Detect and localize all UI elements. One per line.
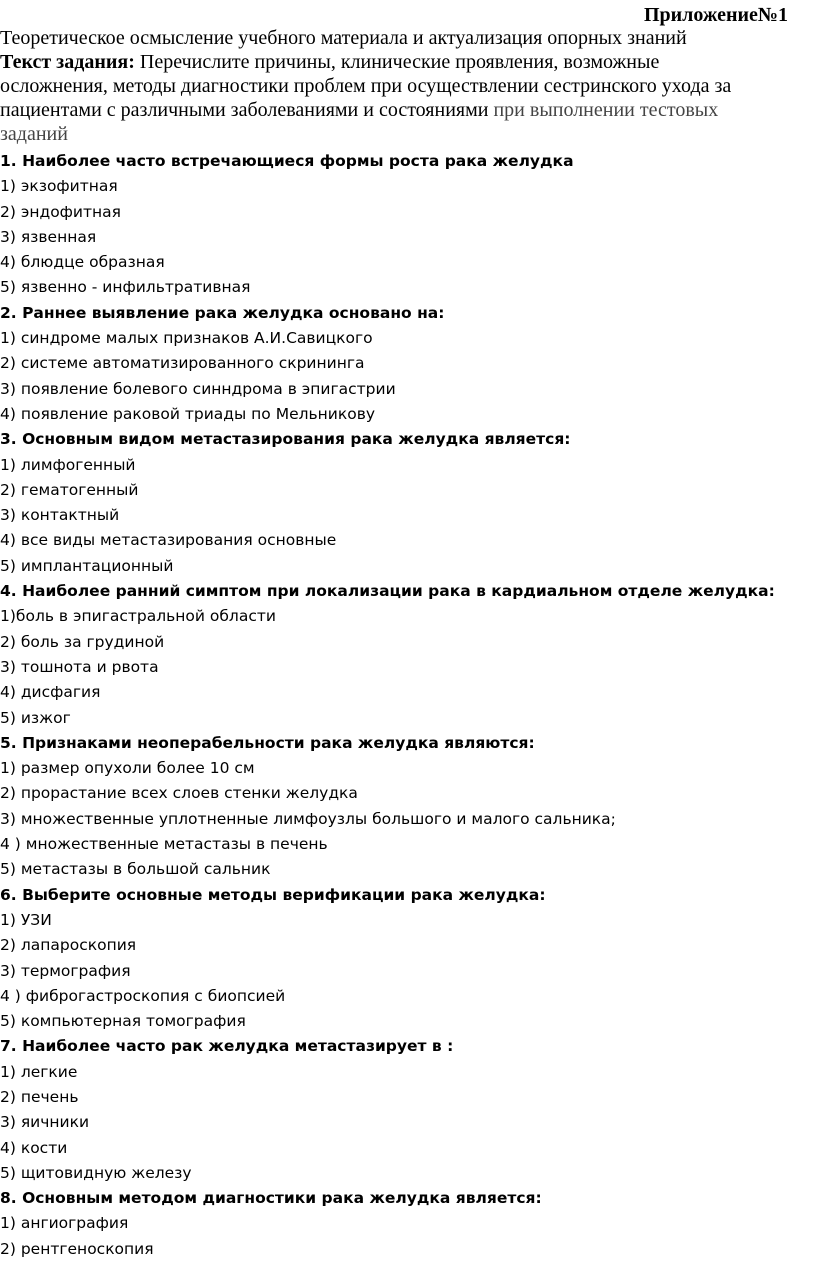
question-4: 4. Наиболее ранний симптом при локализации рака в кардиальном отделе желудка: bbox=[0, 582, 775, 601]
answer-option: 3) появление болевого синндрома в эпигастрии bbox=[0, 379, 396, 398]
answer-option: 2) гематогенный bbox=[0, 480, 139, 499]
answer-option: 1) легкие bbox=[0, 1062, 78, 1081]
answer-option: 1) лимфогенный bbox=[0, 455, 136, 474]
task-line-2: осложнения, методы диагностики проблем при осуществлении сестринского ухода за bbox=[0, 75, 732, 97]
task-text-3-tail: при выполнении тестовых bbox=[488, 99, 719, 121]
answer-option: 1) экзофитная bbox=[0, 177, 118, 196]
answer-option: 2) печень bbox=[0, 1087, 79, 1106]
task-text-1: Перечислите причины, клинические проявления, возможные bbox=[134, 51, 660, 73]
question-2: 2. Раннее выявление рака желудка основано на: bbox=[0, 303, 445, 322]
task-line-3 bbox=[0, 98, 800, 122]
question-list bbox=[0, 149, 800, 1262]
task-label: Текст задания: bbox=[0, 51, 135, 73]
topic-heading: Теоретическое осмысление учебного материала и актуализация опорных знаний bbox=[0, 27, 687, 49]
answer-option: 1) ангиография bbox=[0, 1214, 129, 1233]
answer-option: 5) изжог bbox=[0, 708, 71, 727]
answer-option: 1) синдроме малых признаков А.И.Савицкого bbox=[0, 329, 373, 348]
answer-option: 2) системе автоматизированного скрининга bbox=[0, 354, 365, 373]
answer-option: 2) боль за грудиной bbox=[0, 632, 165, 651]
answer-option: 5) имплантационный bbox=[0, 556, 174, 575]
answer-option: 4) появление раковой триады по Мельникову bbox=[0, 404, 376, 423]
answer-option: 2) эндофитная bbox=[0, 202, 121, 221]
question-3: 3. Основным видом метастазирования рака желудка является: bbox=[0, 430, 571, 449]
answer-option: 2) рентгеноскопия bbox=[0, 1239, 154, 1258]
task-line-1 bbox=[0, 50, 800, 74]
answer-option: 2) лапароскопия bbox=[0, 936, 137, 955]
question-6: 6. Выберите основные методы верификации рака желудка: bbox=[0, 885, 546, 904]
answer-option: 5) компьютерная томография bbox=[0, 1012, 246, 1031]
answer-option: 4) дисфагия bbox=[0, 683, 101, 702]
answer-option: 1)боль в эпигастральной области bbox=[0, 607, 276, 626]
answer-option: 4 ) фиброгастроскопия с биопсией bbox=[0, 986, 286, 1005]
answer-option: 2) прорастание всех слоев стенки желудка bbox=[0, 784, 358, 803]
answer-option: 3) тошнота и рвота bbox=[0, 657, 159, 676]
answer-option: 3) язвенная bbox=[0, 227, 97, 246]
question-5: 5. Признаками неоперабельности рака желудка являются: bbox=[0, 733, 535, 752]
answer-option: 1) размер опухоли более 10 см bbox=[0, 759, 255, 778]
answer-option: 3) яичники bbox=[0, 1113, 90, 1132]
answer-option: 5) щитовидную железу bbox=[0, 1163, 192, 1182]
answer-option: 3) контактный bbox=[0, 506, 120, 525]
answer-option: 4) кости bbox=[0, 1138, 68, 1157]
answer-option: 5) язвенно - инфильтративная bbox=[0, 278, 251, 297]
answer-option: 4) все виды метастазирования основные bbox=[0, 531, 337, 550]
answer-option: 1) УЗИ bbox=[0, 910, 52, 929]
answer-option: 4) блюдце образная bbox=[0, 253, 165, 272]
answer-option: 3) множественные уплотненные лимфоузлы большого и малого сальника; bbox=[0, 809, 616, 828]
question-1: 1. Наиболее часто встречающиеся формы роста рака желудка bbox=[0, 152, 574, 170]
answer-option: 5) метастазы в большой сальник bbox=[0, 860, 271, 879]
answer-option: 4 ) множественные метастазы в печень bbox=[0, 835, 328, 854]
answer-option: 3) термография bbox=[0, 961, 131, 980]
task-text-3-main: пациентами с различными заболеваниями и состояниями bbox=[0, 99, 489, 121]
appendix-label: Приложение№1 bbox=[643, 4, 788, 26]
task-line-4: заданий bbox=[0, 123, 68, 145]
question-7: 7. Наиболее часто рак желудка метастазирует в : bbox=[0, 1037, 454, 1056]
question-8: 8. Основным методом диагностики рака желудка является: bbox=[0, 1189, 542, 1208]
